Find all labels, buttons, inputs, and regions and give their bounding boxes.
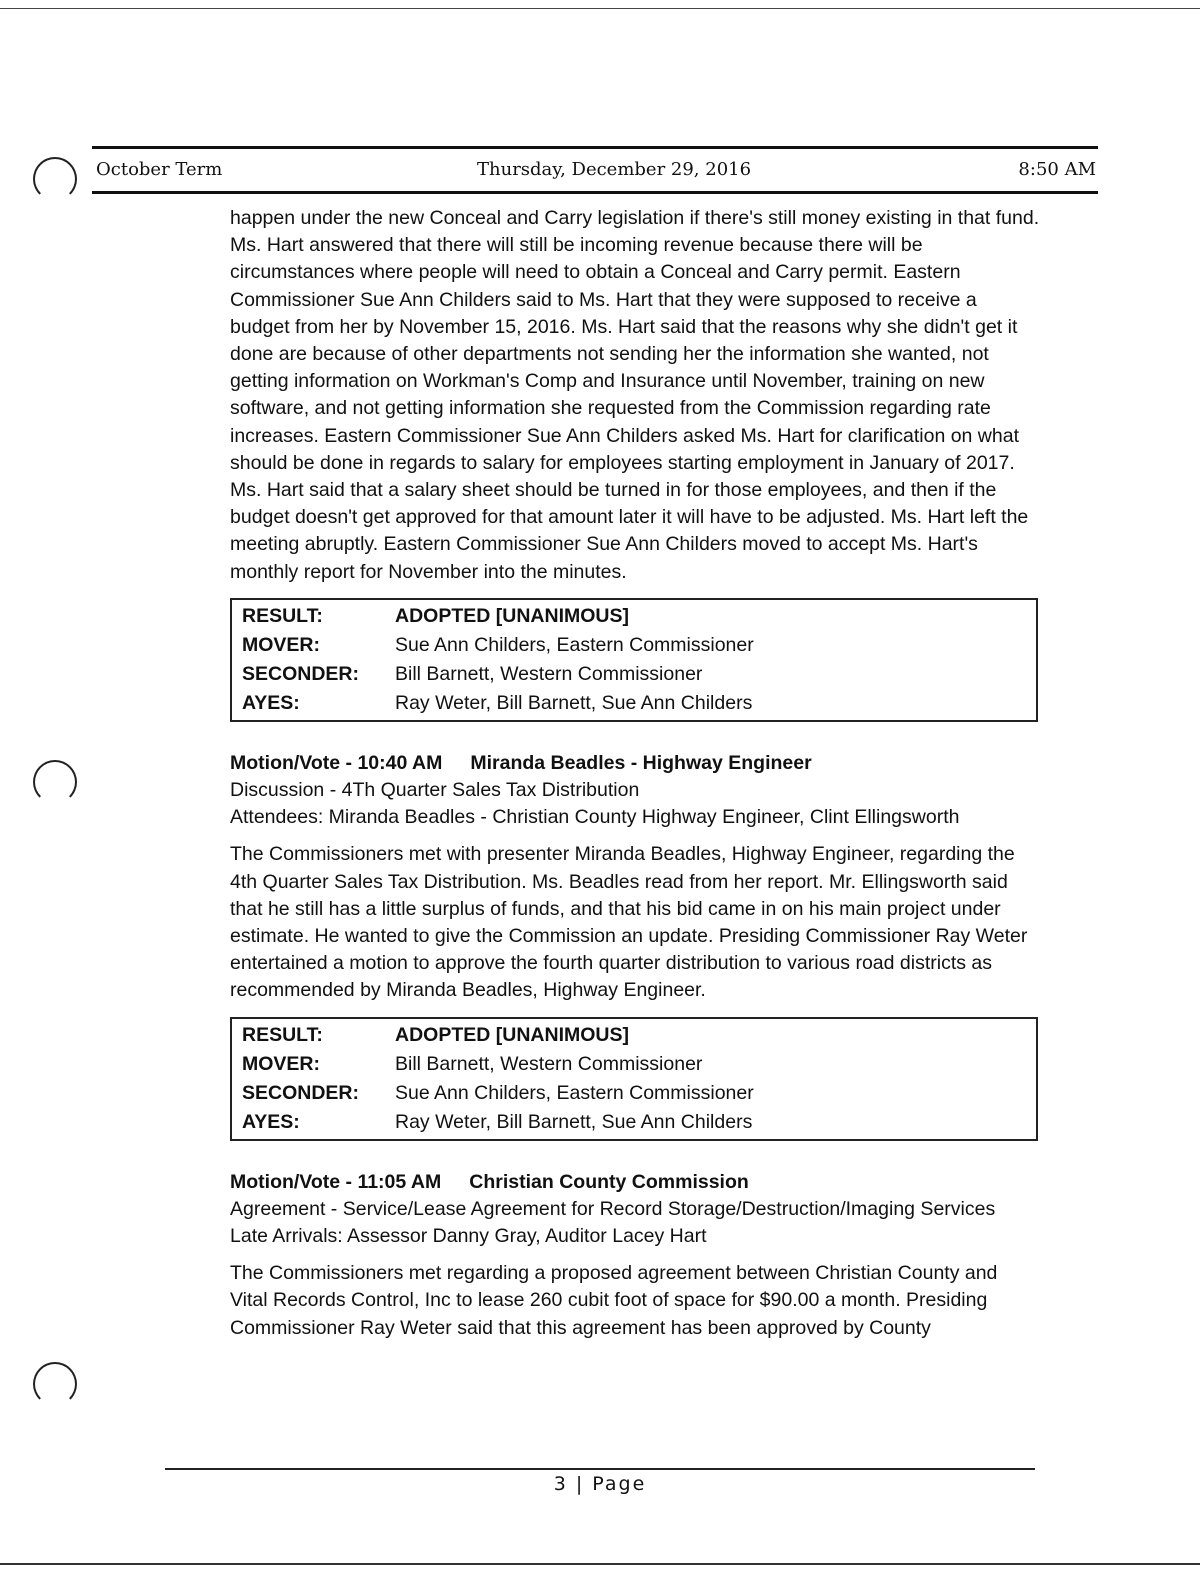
vote-row-result — [242, 1021, 1036, 1050]
motion-title — [230, 1169, 1040, 1196]
motion-presenter: Miranda Beadles - Highway Engineer — [470, 751, 812, 774]
mover-value: Bill Barnett, Western Commissioner — [395, 1052, 703, 1075]
scan-edge-bottom — [0, 1563, 1200, 1565]
vote-row-mover — [242, 631, 1036, 660]
vote-row-seconder — [242, 660, 1036, 689]
punch-hole-icon — [33, 760, 77, 804]
seconder-label: SECONDER: — [242, 662, 360, 685]
seconder-value: Bill Barnett, Western Commissioner — [395, 662, 703, 685]
motion-section — [230, 1169, 1040, 1342]
motion-agreement: Agreement - Service/Lease Agreement for Record Storage/Destruction/Imaging Services — [230, 1197, 996, 1220]
vote-row-ayes — [242, 1108, 1036, 1137]
motion-title — [230, 750, 1040, 777]
result-value: ADOPTED [UNANIMOUS] — [395, 1023, 629, 1046]
motion-time: Motion/Vote - 11:05 AM — [230, 1170, 442, 1193]
vote-result-box — [230, 1017, 1038, 1141]
motion-section — [230, 750, 1040, 1005]
seconder-label: SECONDER: — [242, 1081, 360, 1104]
page-number: 3 | Page — [553, 1473, 647, 1495]
motion-attendees: Attendees: Miranda Beadles - Christian County Highway Engineer, Clint Ellingsworth — [230, 806, 960, 829]
vote-row-seconder — [242, 1079, 1036, 1108]
intro-paragraph: happen under the new Conceal and Carry legislation if there's still money existing in that fund. Ms. Hart answered that there will still be incoming revenue because there will be circumstances where people will need to obtain a Conceal and Carry permit. Eastern Commissioner Sue Ann Childers said to Ms. Hart that they were supposed to receive a budget from her by November 15, 2016. Ms. Hart said that the reasons why she didn't get it done are because of other departments not sending her the information she wanted, not getting information on Workman's Comp and Insurance until November, training on new software, and not getting information she requested from the Commission regarding rate increases. Eastern Commissioner Sue Ann Childers asked Ms. Hart for clarification on what should be done in regards to salary for employees starting employment in January of 2017. Ms. Hart said that a salary sheet should be turned in for those employees, and then if the budget doesn't get approved for that amount later it will have to be adjusted. Ms. Hart left the meeting abruptly. Eastern Commissioner Sue Ann Childers moved to accept Ms. Hart's monthly report for November into the minutes. — [230, 207, 1040, 583]
motion-paragraph: The Commissioners met regarding a proposed agreement between Christian County and Vital Records Control, Inc to lease 260 cubit foot of space for $90.00 a month. Presiding Commissioner Ray Weter said that this agreement has been approved by County — [230, 1262, 998, 1339]
scan-edge-top — [0, 8, 1200, 9]
result-label: RESULT: — [242, 1023, 323, 1046]
minutes-body — [230, 205, 1040, 1342]
motion-late-arrivals: Late Arrivals: Assessor Danny Gray, Auditor Lacey Hart — [230, 1225, 707, 1248]
term-label: October Term — [96, 159, 223, 180]
mover-value: Sue Ann Childers, Eastern Commissioner — [395, 633, 754, 656]
seconder-value: Sue Ann Childers, Eastern Commissioner — [395, 1081, 754, 1104]
vote-result-box — [230, 598, 1038, 722]
meeting-date: Thursday, December 29, 2016 — [477, 159, 752, 180]
motion-paragraph: The Commissioners met with presenter Miranda Beadles, Highway Engineer, regarding the 4th Quarter Sales Tax Distribution. Ms. Beadles read from her report. Mr. Ellingsworth said that he still has a little surplus of funds, and that his bid came in on his main project under estimate. He wanted to give the Commission an update. Presiding Commissioner Ray Weter entertained a motion to approve the fourth quarter distribution to various road districts as recommended by Miranda Beadles, Highway Engineer. — [230, 843, 1028, 1002]
page-header — [92, 146, 1098, 194]
ayes-label: AYES: — [242, 1110, 300, 1133]
vote-row-mover — [242, 1050, 1036, 1079]
punch-hole-icon — [33, 1362, 77, 1406]
ayes-value: Ray Weter, Bill Barnett, Sue Ann Childers — [395, 691, 753, 714]
vote-row-result — [242, 602, 1036, 631]
footer-rule — [165, 1468, 1035, 1470]
ayes-label: AYES: — [242, 691, 300, 714]
meeting-time: 8:50 AM — [1018, 159, 1096, 180]
motion-discussion: Discussion - 4Th Quarter Sales Tax Distribution — [230, 779, 640, 802]
mover-label: MOVER: — [242, 1052, 320, 1075]
punch-hole-icon — [33, 157, 77, 201]
result-value: ADOPTED [UNANIMOUS] — [395, 604, 629, 627]
vote-row-ayes — [242, 689, 1036, 718]
mover-label: MOVER: — [242, 633, 320, 656]
ayes-value: Ray Weter, Bill Barnett, Sue Ann Childers — [395, 1110, 753, 1133]
motion-time: Motion/Vote - 10:40 AM — [230, 751, 443, 774]
result-label: RESULT: — [242, 604, 323, 627]
motion-presenter: Christian County Commission — [469, 1170, 749, 1193]
